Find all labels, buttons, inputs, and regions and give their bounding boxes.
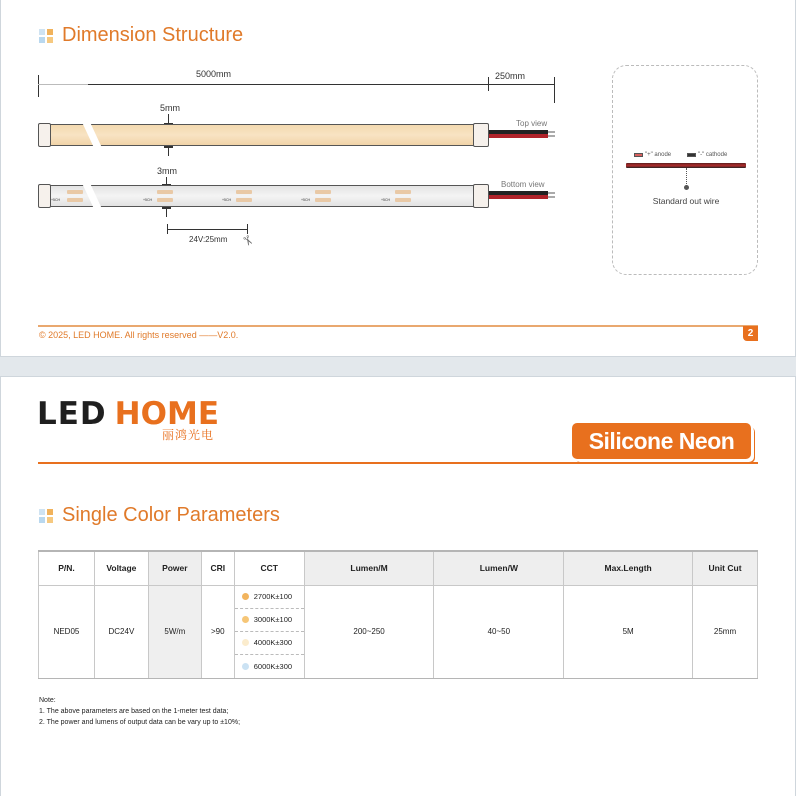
section-title-text: Single Color Parameters [62,504,280,526]
note-item: 2. The power and lumens of output data can be vary up to ±10%; [39,719,241,726]
color-dot-icon [242,616,249,623]
dimension-tick [38,75,39,97]
cell-cri: >90 [201,585,234,678]
led-chip [315,190,331,194]
cct-option [235,609,304,632]
cct-option [235,586,304,609]
anode-swatch [634,153,643,157]
header-lumen-m: Lumen/M [304,551,434,585]
table-header-row [39,551,758,585]
standard-out-wire-caption: Standard out wire [652,196,720,206]
page-number-badge: 2 [743,326,758,341]
section-title-parameters [39,504,280,527]
header-cct: CCT [234,551,304,585]
led-chip [67,190,83,194]
logo-text-home: HOME [114,396,219,432]
dimension-line-wire [488,84,554,85]
anode-legend [634,152,671,158]
anode-label: "+" anode [645,152,672,158]
product-badge: Silicone Neon [572,423,751,459]
top-view-label: Top view [516,119,548,128]
end-cap-right [473,184,489,208]
wire-red [489,195,548,199]
cathode-label: "-" cathode [698,152,728,158]
arrow-down [168,114,169,123]
led-chip [395,198,411,202]
wire-length-label: 250mm [495,71,526,81]
end-cap-right [473,123,489,147]
wire-tip [548,192,555,194]
table-row [39,585,758,678]
bottom-view-label: Bottom view [501,180,545,189]
wire-red [489,134,548,138]
section-title-text: Dimension Structure [62,24,244,46]
section-quad-icon [39,509,53,523]
total-length-label: 5000mm [196,69,232,79]
cathode-legend [687,152,727,158]
dimension-line-cut [167,229,247,230]
end-cap-left [38,184,51,208]
color-dot-icon [242,593,249,600]
copyright-text: © 2025, LED HOME. All rights reserved ——V2.0. [39,330,239,340]
cct-label: 4000K±300 [253,638,293,647]
page-single-color-parameters [0,376,796,796]
width-top-label: 5mm [160,103,180,113]
cell-pn: NED05 [39,585,95,678]
callout-line [686,168,687,186]
cct-label: 6000K±300 [253,661,293,671]
chip-label: +5CH [301,198,311,202]
led-chip [236,198,252,202]
dimension-line-total [38,84,488,85]
cut-unit-label: 24V:25mm [189,235,228,244]
section-quad-icon [39,29,53,43]
cct-label: 2700K±100 [253,592,293,601]
cell-lumen-m: 200~250 [304,585,434,678]
cell-max-length: 5M [564,585,693,678]
notes [39,695,240,728]
section-title-dimension [39,24,243,47]
wire-tip [548,131,555,133]
logo-chinese-text: 丽鸿光电 [162,428,215,442]
callout-dot [684,185,689,190]
header-pn: P/N. [39,551,95,585]
cct-label: 3000K±100 [253,615,293,624]
led-chip [315,198,331,202]
led-chip [67,198,83,202]
width-bottom-label: 3mm [157,166,177,176]
chip-label: +5CH [51,198,61,202]
header-unit-cut: Unit Cut [693,551,758,585]
parameters-table [38,550,758,679]
header-voltage: Voltage [94,551,148,585]
scissors-icon: ✂ [238,232,258,250]
wire-tip [548,196,555,198]
color-dot-icon [242,663,249,670]
footer-divider [38,325,758,327]
note-item: 1. The above parameters are based on the 1-meter test data; [39,708,229,715]
arrow-up [166,209,167,217]
chip-label: +5CH [381,198,391,202]
led-chip [157,198,173,202]
header-cri: CRI [201,551,234,585]
cct-option [235,632,304,655]
page-dimension-structure [0,0,796,357]
dimension-tick [554,77,555,103]
chip-label: +5CH [222,198,232,202]
chip-label: +5CH [143,198,153,202]
header-max-length: Max.Length [564,551,693,585]
dimension-tick [247,224,248,234]
neon-strip-bottom-view [49,185,479,207]
end-cap-left [38,123,51,147]
cell-voltage: DC24V [94,585,148,678]
standard-out-wire-box [612,65,758,275]
cell-power: 5W/m [148,585,201,678]
cell-unit-cut: 25mm [693,585,758,678]
arrow-up [168,148,169,156]
header-lumen-w: Lumen/W [434,551,564,585]
cct-option [235,655,304,678]
logo-text-led: LED [37,396,107,432]
header-power: Power [148,551,201,585]
led-chip [157,190,173,194]
notes-title: Note: [39,697,56,704]
cell-lumen-w: 40~50 [434,585,564,678]
neon-strip-top-view [49,124,479,146]
color-dot-icon [242,639,249,646]
cathode-swatch [687,153,696,157]
led-chip [395,190,411,194]
header-divider [38,462,758,464]
led-chip [236,190,252,194]
wire-tip [548,135,555,137]
cell-cct [234,585,304,678]
